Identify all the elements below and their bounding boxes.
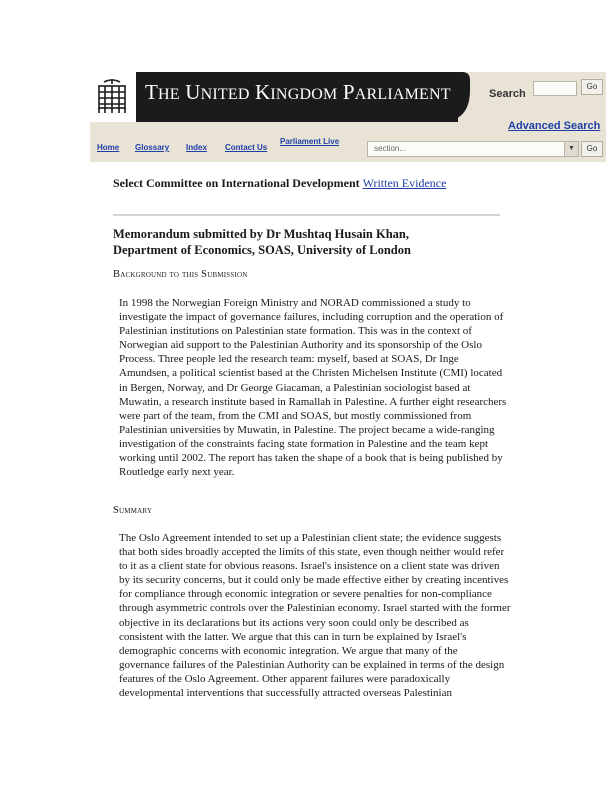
nav-contact-link[interactable]: Contact Us (225, 143, 268, 152)
section-select[interactable] (367, 141, 579, 157)
document-title-line-2: Department of Economics, SOAS, University of London (113, 243, 411, 257)
section-heading-background: Background to this Submission (113, 269, 248, 280)
site-title[interactable]: THE UNITED KINGDOM PARLIAMENT (145, 80, 451, 104)
nav-parliament-live-link[interactable]: Parliament Live (280, 137, 340, 146)
search-label: Search (489, 88, 526, 100)
chevron-down-icon[interactable]: ▼ (564, 142, 578, 156)
nav-glossary-link[interactable]: Glossary (135, 143, 170, 152)
paragraph-summary: The Oslo Agreement intended to set up a Palestinian client state; the evidence suggests that both sides broadly accepted the limits of this state, even though neither would refer to it as a client state for obvious reasons. Israel's insistence on a client state was driven by its security concerns, but it could only be made effective either by creating incentives for compliance through economic integration or severe penalties for non-compliance through asymmetric controls over the Palestinian economy. Israel started with the former objective in its declarations but its actions very soon could only be described as consistent with the latter. We argue that this can in turn be explained by Israel's demographic concerns with economic integration. We argue that many of the governance failures of the Palestinian Authority can be explained in terms of the design features of the Oslo Agreement. Other apparent failures were paradoxically developmental interventions that successfully attracted overseas Palestinian (119, 532, 511, 700)
section-select-value: section... (374, 144, 407, 153)
section-go-button[interactable]: Go (581, 141, 603, 157)
search-go-button[interactable]: Go (581, 79, 603, 95)
written-evidence-link[interactable]: Written Evidence (362, 176, 447, 190)
breadcrumb (113, 176, 446, 191)
search-input[interactable] (533, 81, 577, 96)
section-heading-summary: Summary (113, 505, 153, 516)
nav-home-link[interactable]: Home (97, 143, 120, 152)
portcullis-logo-icon[interactable] (95, 78, 129, 116)
advanced-search-link[interactable]: Advanced Search (508, 120, 601, 132)
divider (113, 214, 500, 216)
document-title-line-1: Memorandum submitted by Dr Mushtaq Husain Khan, (113, 227, 410, 241)
document-title (113, 226, 508, 258)
paragraph-background: In 1998 the Norwegian Foreign Ministry and NORAD commissioned a study to investigate the impact of governance failures, including corruption and the operation of Palestinian institutions on Palestinian state formation. This was in the context of Norwegian aid support to the Palestinian Authority and its sponsorship of the Oslo Process. Three people led the research team: myself, based at SOAS, Dr Inge Amundsen, a political scientist based at the Christen Michelsen Institute (CMI) located in Bergen, Norway, and Dr George Giacaman, a Palestinian sociologist based at Muwatin, a research institute based in Ramallah in Palestine. A further eight researchers were part of the team, from the CMI and SOAS, but mostly commissioned from Palestinian universities by Muwatin, in Palestine. The project became a wide-ranging investigation of the constraints facing state formation in Palestine and the team kept working until 2002. The report has taken the shape of a book that is being published by Routledge early next year. (119, 297, 507, 479)
nav-index-link[interactable]: Index (186, 143, 207, 152)
breadcrumb-committee: Select Committee on International Development (113, 176, 360, 190)
